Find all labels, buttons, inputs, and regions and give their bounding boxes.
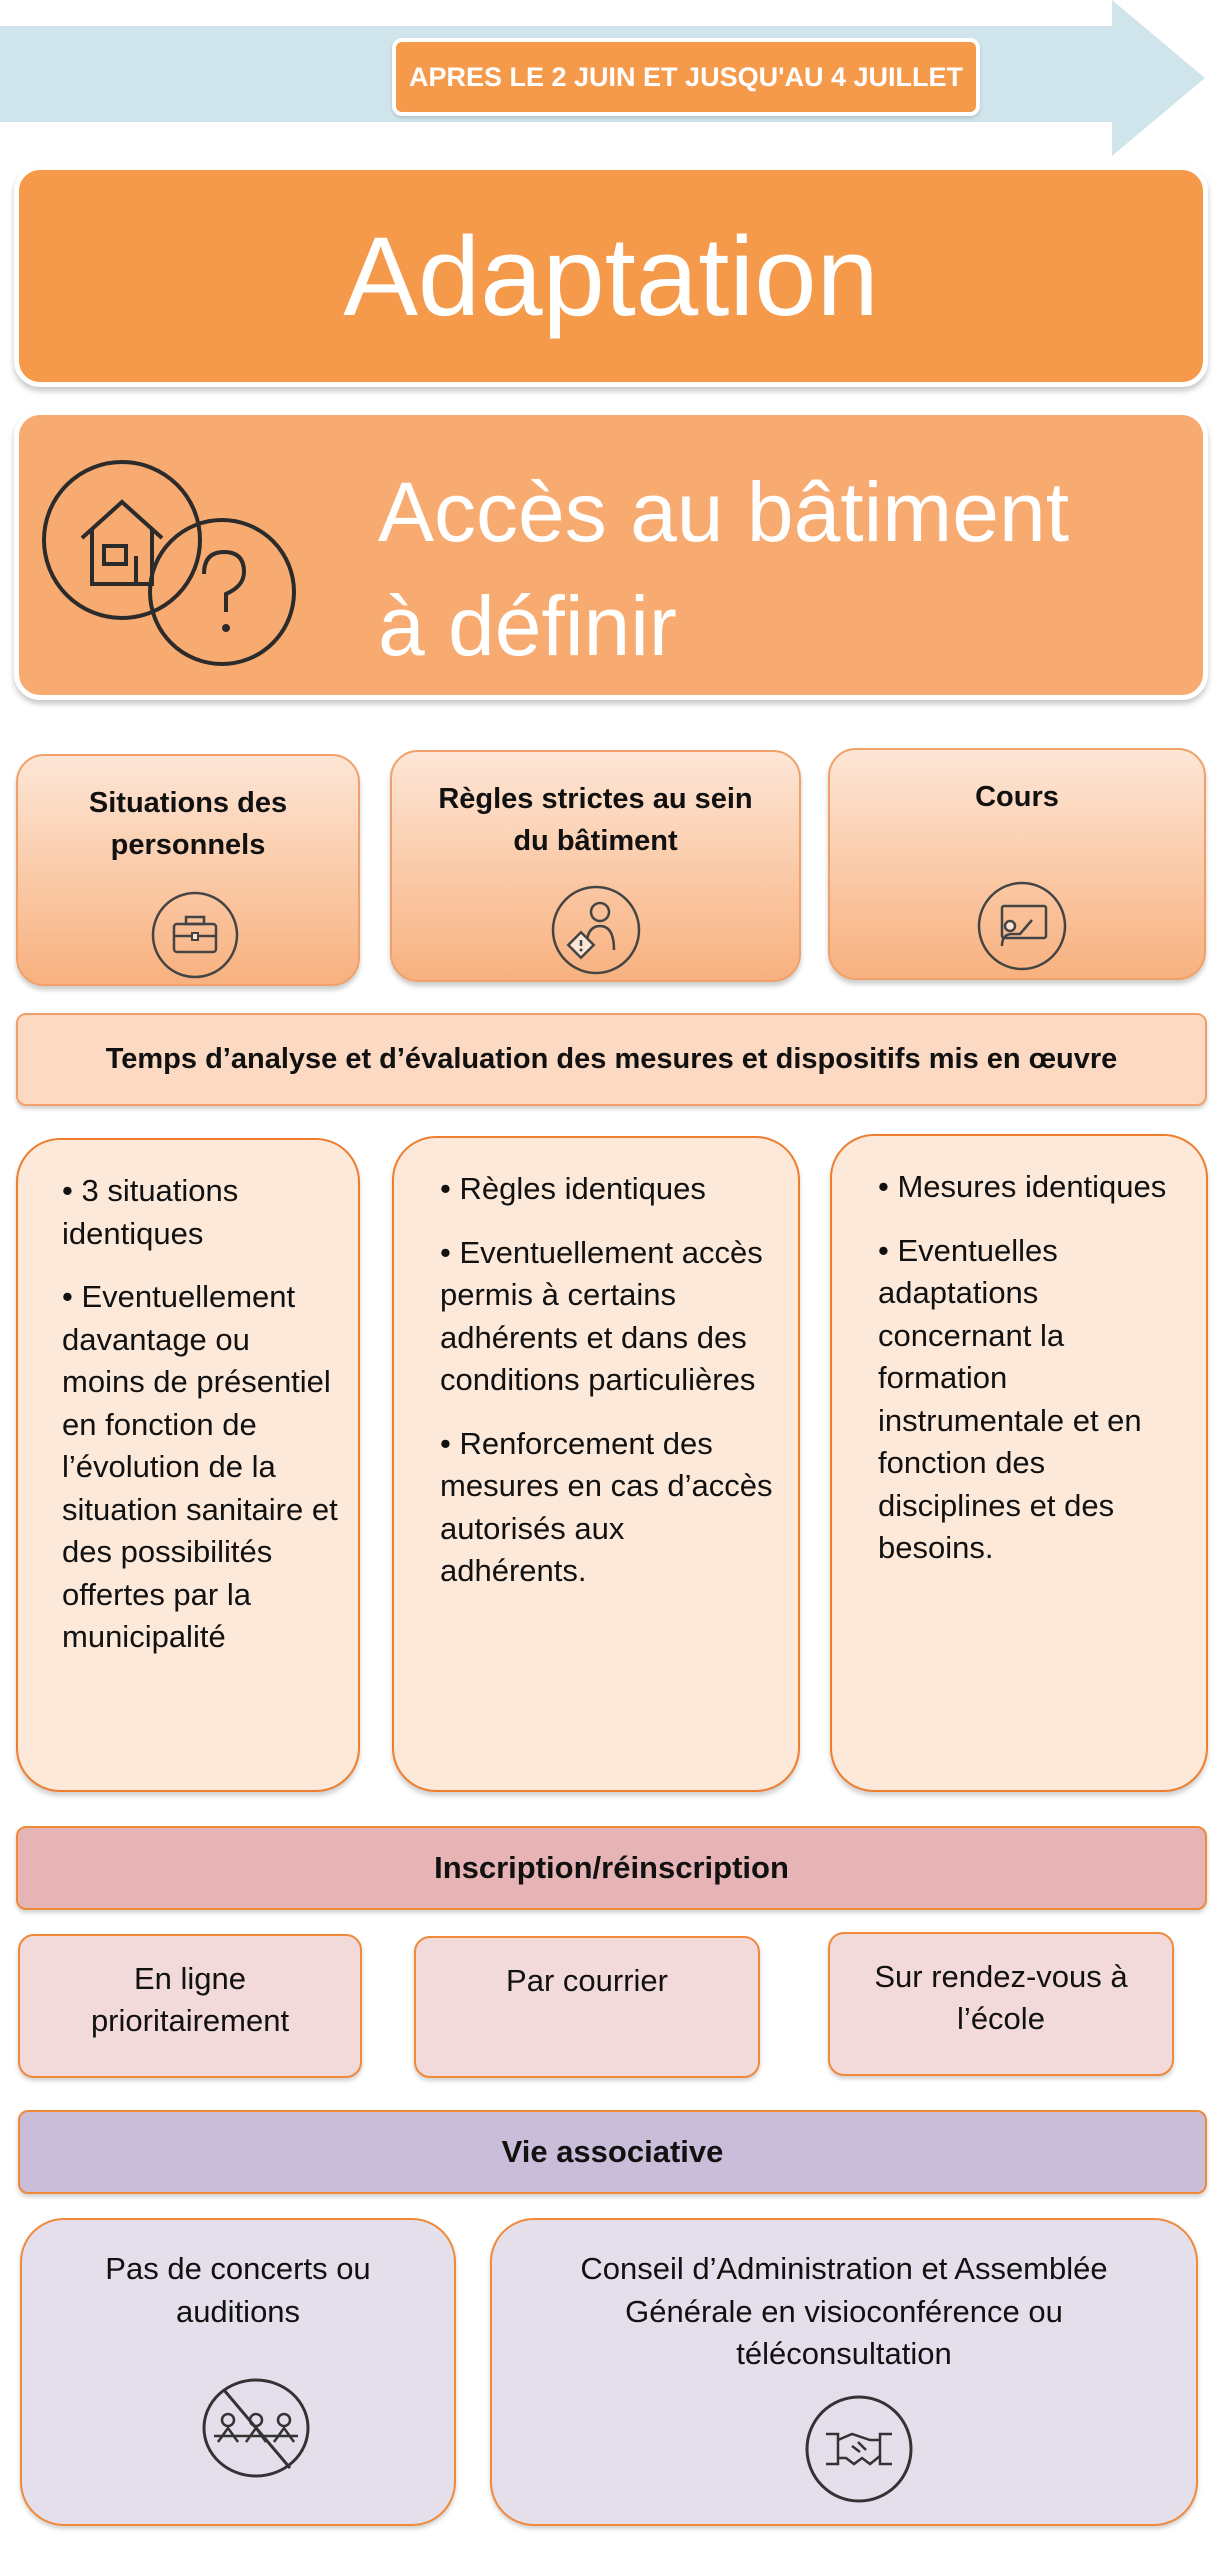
list-item: • Eventuellement davantage ou moins de présentiel en fonction de l’évolution de la situation sanitaire et des possibilités offertes par la municipalité bbox=[62, 1279, 338, 1654]
details-courses bbox=[830, 1134, 1208, 1792]
list-item: • Eventuelles adaptations concernant la formation instrumentale et en fonction des disciplines et des besoins. bbox=[878, 1232, 1142, 1565]
list-item: • Renforcement des mesures en cas d’accès autorisés aux adhérents. bbox=[440, 1425, 773, 1588]
list-item: • Mesures identiques bbox=[878, 1169, 1167, 1204]
details-building-rules bbox=[392, 1136, 800, 1792]
item-line: auditions bbox=[175, 2293, 301, 2329]
briefcase-icon bbox=[150, 890, 240, 980]
option-line: En ligne bbox=[133, 1961, 247, 1996]
house-question-icon bbox=[40, 460, 310, 680]
subtitle-line-2: à définir bbox=[378, 579, 677, 673]
person-warning-icon bbox=[550, 884, 642, 976]
list-item: • Règles identiques bbox=[440, 1171, 706, 1206]
subtitle-line-1: Accès au bâtiment bbox=[378, 465, 1070, 559]
analysis-bar: Temps d’analyse et d’évaluation des mesures et dispositifs mis en œuvre bbox=[16, 1013, 1207, 1106]
date-range-badge: APRES LE 2 JUIN ET JUSQU'AU 4 JUILLET bbox=[392, 38, 980, 116]
category-label-line: Cours bbox=[975, 781, 1059, 813]
list-item: • 3 situations identiques bbox=[62, 1173, 239, 1251]
inscription-bar: Inscription/réinscription bbox=[16, 1826, 1207, 1910]
details-staff bbox=[16, 1138, 360, 1792]
handshake-icon bbox=[804, 2394, 914, 2504]
inscription-option-online bbox=[18, 1934, 362, 2078]
item-line: Générale en visioconférence ou bbox=[625, 2293, 1063, 2329]
option-line: Par courrier bbox=[506, 1963, 668, 1998]
item-line: Conseil d’Administration et Assemblée bbox=[580, 2251, 1108, 2286]
item-line: Pas de concerts ou bbox=[105, 2251, 371, 2286]
option-line: l’école bbox=[957, 2001, 1045, 2036]
option-line: Sur rendez-vous à bbox=[874, 1959, 1128, 1994]
phase-title: Adaptation bbox=[14, 165, 1208, 387]
category-label-line: Situations des bbox=[88, 787, 288, 819]
category-label-line: Règles strictes au sein bbox=[438, 783, 753, 815]
category-label-line: du bâtiment bbox=[513, 825, 678, 857]
item-line: téléconsultation bbox=[736, 2336, 952, 2371]
category-label-line: personnels bbox=[110, 829, 266, 861]
option-line: prioritairement bbox=[90, 2003, 290, 2038]
list-item: • Eventuellement accès permis à certains adhérents et dans des conditions particulières bbox=[440, 1234, 763, 1397]
association-life-bar: Vie associative bbox=[18, 2110, 1207, 2194]
no-concert-icon bbox=[200, 2376, 312, 2480]
subtitle bbox=[378, 455, 1178, 683]
inscription-option-mail bbox=[414, 1936, 760, 2078]
teacher-board-icon bbox=[976, 880, 1068, 972]
inscription-option-appointment bbox=[828, 1932, 1174, 2076]
